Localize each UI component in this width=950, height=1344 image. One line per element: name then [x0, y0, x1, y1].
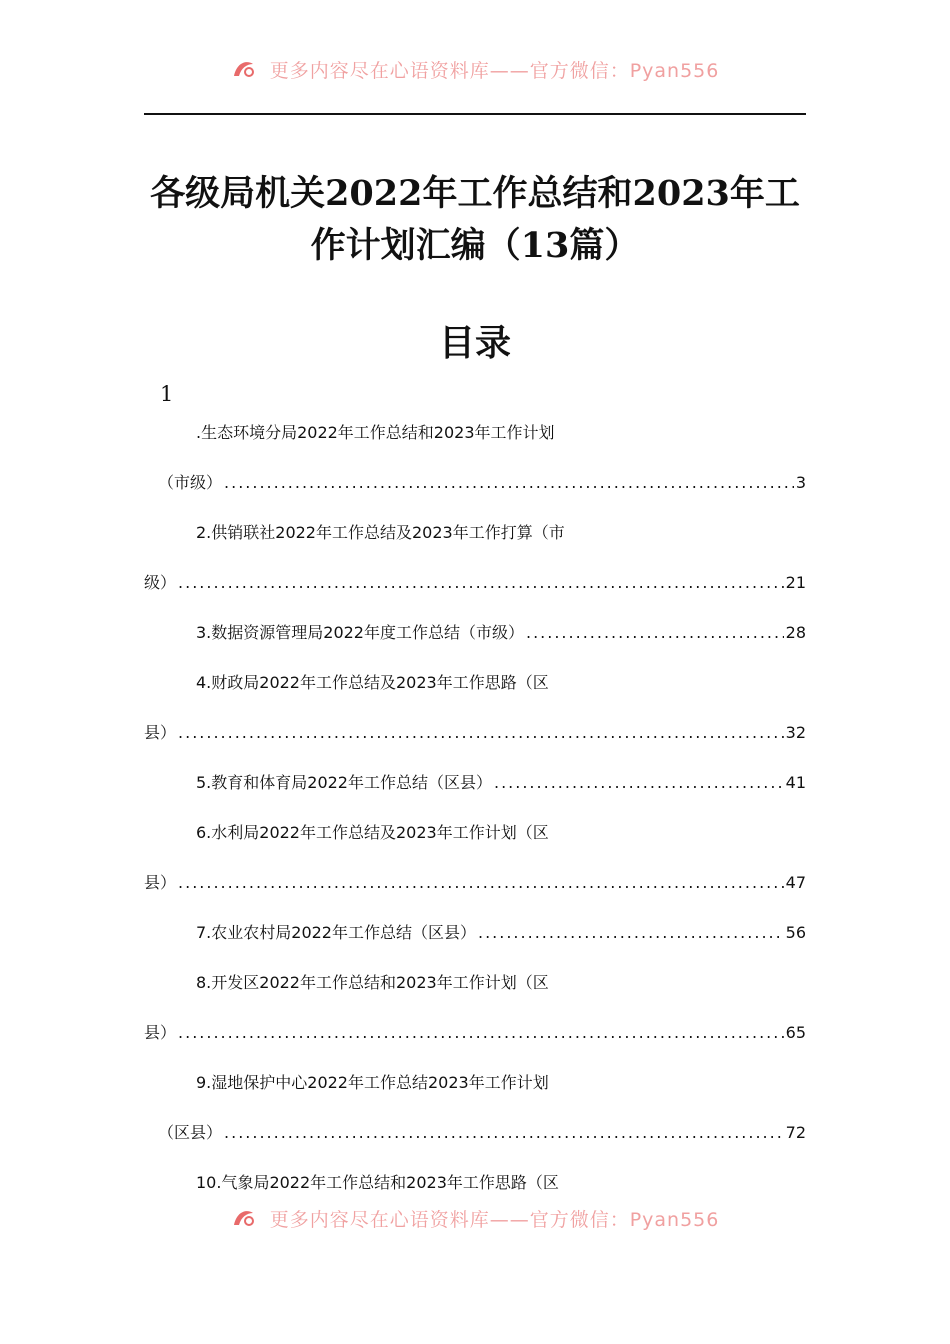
- toc-entry[interactable]: [144, 620, 806, 670]
- toc-entry[interactable]: [144, 770, 806, 820]
- watermark-bottom: [0, 1205, 950, 1235]
- leader-dots: [224, 1123, 784, 1142]
- leader-dots: [526, 623, 784, 642]
- table-of-contents: [144, 420, 806, 1220]
- toc-entry-page: 72: [785, 1123, 806, 1142]
- toc-entry-page: 3: [795, 473, 806, 492]
- toc-entry-page: 21: [785, 573, 806, 592]
- logo-icon: [231, 1207, 257, 1234]
- toc-entry-title-cont: （区县）: [158, 1123, 223, 1142]
- toc-entry-title: 4.财政局2022年工作总结及2023年工作思路（区: [196, 673, 549, 692]
- toc-entry[interactable]: [144, 920, 806, 970]
- leader-dots: [494, 773, 784, 792]
- toc-first-number: 1: [160, 382, 174, 406]
- toc-entry-title-cont: 级）: [144, 573, 177, 592]
- document-title: 各级局机关2022年工作总结和2023年工作计划汇编（13篇）: [150, 173, 800, 266]
- toc-entry-title: 3.数据资源管理局2022年度工作总结（市级）: [196, 623, 524, 642]
- leader-dots: [224, 473, 794, 492]
- toc-entry-title-cont: 县）: [144, 873, 177, 892]
- toc-entry[interactable]: [144, 970, 806, 1070]
- toc-entry-title-cont: 县）: [144, 1023, 177, 1042]
- toc-entry[interactable]: [144, 1070, 806, 1170]
- toc-entry-page: 65: [785, 1023, 806, 1042]
- toc-entry-title: 2.供销联社2022年工作总结及2023年工作打算（市: [196, 523, 565, 542]
- toc-entry[interactable]: [144, 820, 806, 920]
- watermark-text: 更多内容尽在心语资料库——官方微信：Pyan556: [269, 60, 720, 82]
- toc-entry-page: 28: [785, 623, 806, 642]
- toc-heading: 目录: [438, 322, 511, 364]
- toc-entry-title: 8.开发区2022年工作总结和2023年工作计划（区: [196, 973, 549, 992]
- leader-dots: [178, 1023, 784, 1042]
- toc-entry-title-cont: （市级）: [158, 473, 223, 492]
- toc-entry-title-cont: 县）: [144, 723, 177, 742]
- header-rule: [144, 113, 806, 115]
- toc-entry[interactable]: [144, 420, 806, 520]
- toc-entry-title: .生态环境分局2022年工作总结和2023年工作计划: [196, 423, 555, 442]
- leader-dots: [178, 573, 784, 592]
- watermark-top: [0, 56, 950, 86]
- toc-entry-page: 32: [785, 723, 806, 742]
- leader-dots: [178, 723, 784, 742]
- toc-entry-title: 9.湿地保护中心2022年工作总结2023年工作计划: [196, 1073, 549, 1092]
- logo-icon: [231, 58, 257, 85]
- watermark-text: 更多内容尽在心语资料库——官方微信：Pyan556: [269, 1209, 720, 1231]
- toc-entry-page: 47: [785, 873, 806, 892]
- toc-entry-title: 7.农业农村局2022年工作总结（区县）: [196, 923, 476, 942]
- toc-entry-title: 5.教育和体育局2022年工作总结（区县）: [196, 773, 492, 792]
- toc-entry-page: 41: [785, 773, 806, 792]
- toc-entry-page: 56: [785, 923, 806, 942]
- toc-entry-title: 10.气象局2022年工作总结和2023年工作思路（区: [196, 1173, 559, 1192]
- leader-dots: [478, 923, 784, 942]
- leader-dots: [178, 873, 784, 892]
- toc-entry-title: 6.水利局2022年工作总结及2023年工作计划（区: [196, 823, 549, 842]
- toc-entry[interactable]: [144, 520, 806, 620]
- toc-entry[interactable]: [144, 670, 806, 770]
